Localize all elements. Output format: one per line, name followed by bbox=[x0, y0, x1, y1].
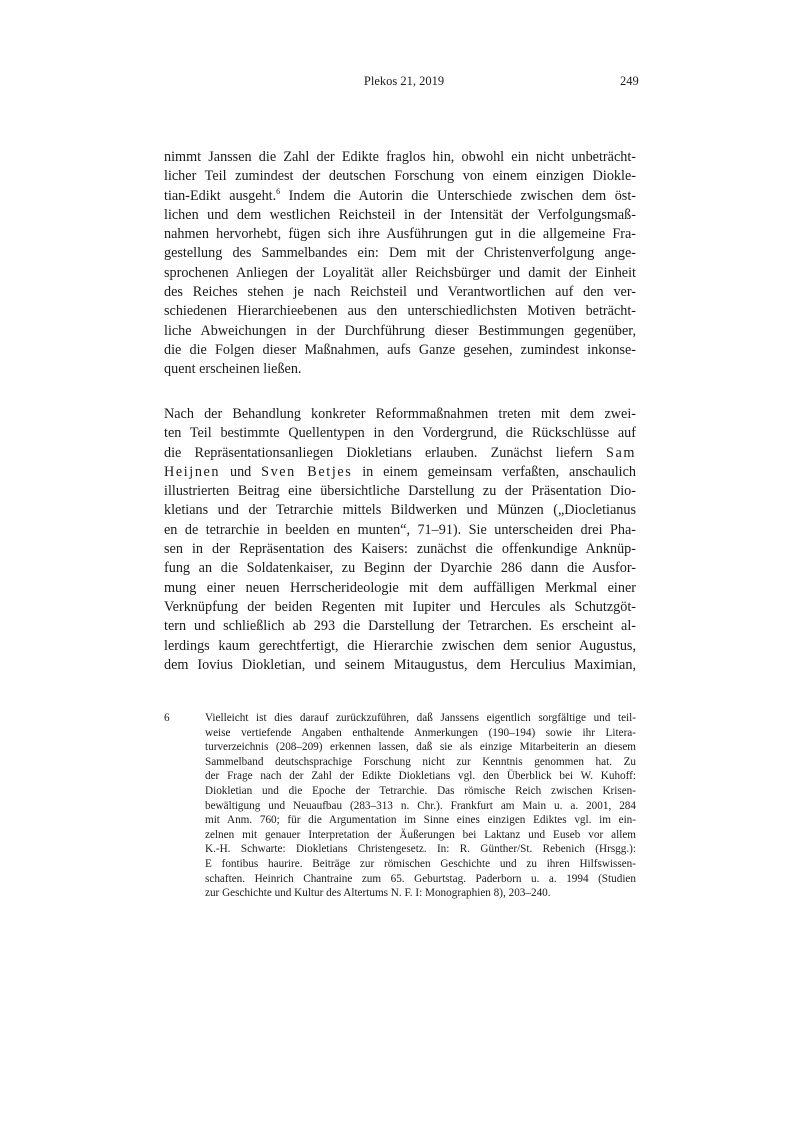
text-line: ten Teil bestimmte Quellentypen in den Vordergrund, die Rückschlüsse auf bbox=[164, 425, 636, 442]
text-line: sen in der Repräsentation des Kaisers: zunächst die offenkundige Anknüp- bbox=[164, 541, 636, 558]
author-name: Sam bbox=[605, 444, 636, 461]
text-line: liche Abweichungen in der Durchführung dieser Bestimmungen gegenüber, bbox=[164, 322, 636, 339]
footnote-line: zur Geschichte und Kultur des Altertums N. F. I: Monographien 8), 203–240. bbox=[205, 887, 551, 900]
text-segment: in einem gemeinsam verfaßten, anschaulich bbox=[352, 463, 636, 480]
footnote-line: weise vertiefende Angaben enthaltende Anmerkungen (190–194) sowie ihr Litera- bbox=[205, 726, 636, 739]
text-line: mung einer neuen Herrscherideologie mit dem auffälligen Merkmal einer bbox=[164, 579, 636, 596]
text-line: tern und schließlich ab 293 die Darstellung der Tetrarchen. Es erscheint al- bbox=[164, 618, 636, 635]
text-line: lerdings kaum gerechtfertigt, die Hierarchie zwischen dem senior Augustus, bbox=[164, 637, 636, 654]
footnote-text bbox=[205, 711, 636, 901]
text-line: Verknüpfung der beiden Regenten mit Iupiter und Hercules als Schutzgöt- bbox=[164, 598, 636, 615]
text-line: sprochenen Anliegen der Loyalität aller Reichsbürger und damit der Einheit bbox=[164, 264, 636, 281]
footnote-line: K.-H. Schwarte: Diokletians Christengesetz. In: R. Günther/St. Rebenich (Hrsgg.): bbox=[205, 843, 636, 856]
footnote-line: Diokletian und die Epoche der Tetrarchie. Das römische Reich zwischen Krisen- bbox=[205, 784, 636, 797]
footnote-line: der Frage nach der Zahl der Edikte Diokletians vgl. den Überblick bei W. Kuhoff: bbox=[205, 770, 636, 783]
text-line: schiedenen Hierarchieebenen aus den unterschiedlichsten Motiven beträcht- bbox=[164, 303, 636, 320]
paragraph-1 bbox=[164, 148, 636, 380]
text-line bbox=[164, 463, 636, 482]
text-line: en de tetrarchie in beelden en munten“, 71–91). Sie unterscheiden drei Pha- bbox=[164, 521, 636, 538]
author-name: Heijnen bbox=[164, 463, 221, 480]
footnote-line: Sammelband deutschsprachige Forschung nicht zur Kenntnis genommen hat. Zu bbox=[205, 755, 636, 768]
text-line: quent erscheinen ließen. bbox=[164, 361, 302, 378]
page-number: 249 bbox=[620, 74, 639, 88]
text-line: die die Folgen dieser Maßnahmen, aufs Ganze gesehen, zumindest inkonse- bbox=[164, 341, 636, 358]
paragraph-2 bbox=[164, 405, 636, 675]
text-line: gestellung des Sammelbandes ein: Dem mit der Christenverfolgung ange- bbox=[164, 245, 636, 262]
text-line: des Reiches stehen je nach Reichsteil und Verantwortlichen auf den ver- bbox=[164, 284, 636, 301]
text-segment: tian-Edikt ausgeht. bbox=[164, 187, 277, 204]
running-header: Plekos 21, 2019 bbox=[363, 74, 445, 88]
text-line: dem Iovius Diokletian, und seinem Mitaugustus, dem Herculius Maximian, bbox=[164, 656, 636, 673]
footnote-line: Vielleicht ist dies darauf zurückzuführen, daß Janssens eigentlich sorgfältige und teil- bbox=[205, 712, 636, 724]
text-line: Nach der Behandlung konkreter Reformmaßnahmen treten mit dem zwei- bbox=[164, 406, 636, 422]
footnote-line: zelnen mit genauer Interpretation der Äußerungen bei Laktanz und Euseb vor allem bbox=[205, 828, 636, 841]
text-line bbox=[164, 187, 636, 206]
footnote-line: mit Anm. 760; für die Argumentation im Sinne eines einzigen Ediktes vgl. im ein- bbox=[205, 814, 636, 827]
footnote-line: turverzeichnis (208–209) erkennen lassen, daß sie als einzige Mitarbeiterin an diesem bbox=[205, 741, 636, 754]
footnote-number: 6 bbox=[164, 712, 170, 724]
text-line: nimmt Janssen die Zahl der Edikte fraglos hin, obwohl ein nicht unbeträcht- bbox=[164, 149, 636, 165]
footnote-line: bewältigung und Neuaufbau (283–313 n. Chr.). Frankfurt am Main u. a. 2001, 284 bbox=[205, 799, 636, 812]
footnote-ref[interactable]: 6 bbox=[276, 186, 281, 196]
text-line bbox=[164, 444, 636, 463]
text-line: illustrierten Beitrag eine übersichtliche Darstellung zu der Präsentation Dio- bbox=[164, 483, 636, 500]
text-line: licher Teil zumindest der deutschen Forschung von einem einzigen Diokle- bbox=[164, 168, 636, 185]
text-segment: und bbox=[220, 463, 262, 480]
text-segment: die Repräsentationsanliegen Diokletians erlauben. Zunächst liefern bbox=[164, 444, 606, 461]
footnote-line: E fontibus haurire. Beiträge zur römischen Geschichte und zu ihren Hilfswissen- bbox=[205, 857, 636, 870]
text-line: fung an die Soldatenkaiser, zu Beginn der Dyarchie 286 dann die Ausfor- bbox=[164, 560, 636, 577]
text-line: kletians und der Tetrarchie mittels Bildwerken und Münzen („Diocletianus bbox=[164, 502, 636, 519]
text-line: lichen und dem westlichen Reichsteil in der Intensität der Verfolgungsmaß- bbox=[164, 206, 636, 223]
text-line: nahmen hervorhebt, fügen sich ihre Ausführungen gut in die allgemeine Fra- bbox=[164, 226, 636, 243]
text-segment: Indem die Autorin die Unterschiede zwischen dem öst- bbox=[280, 187, 636, 204]
author-name: Sven Betjes bbox=[261, 463, 353, 480]
footnote-line: schaften. Heinrich Chantraine zum 65. Geburtstag. Paderborn u. a. 1994 (Studien bbox=[205, 872, 636, 885]
